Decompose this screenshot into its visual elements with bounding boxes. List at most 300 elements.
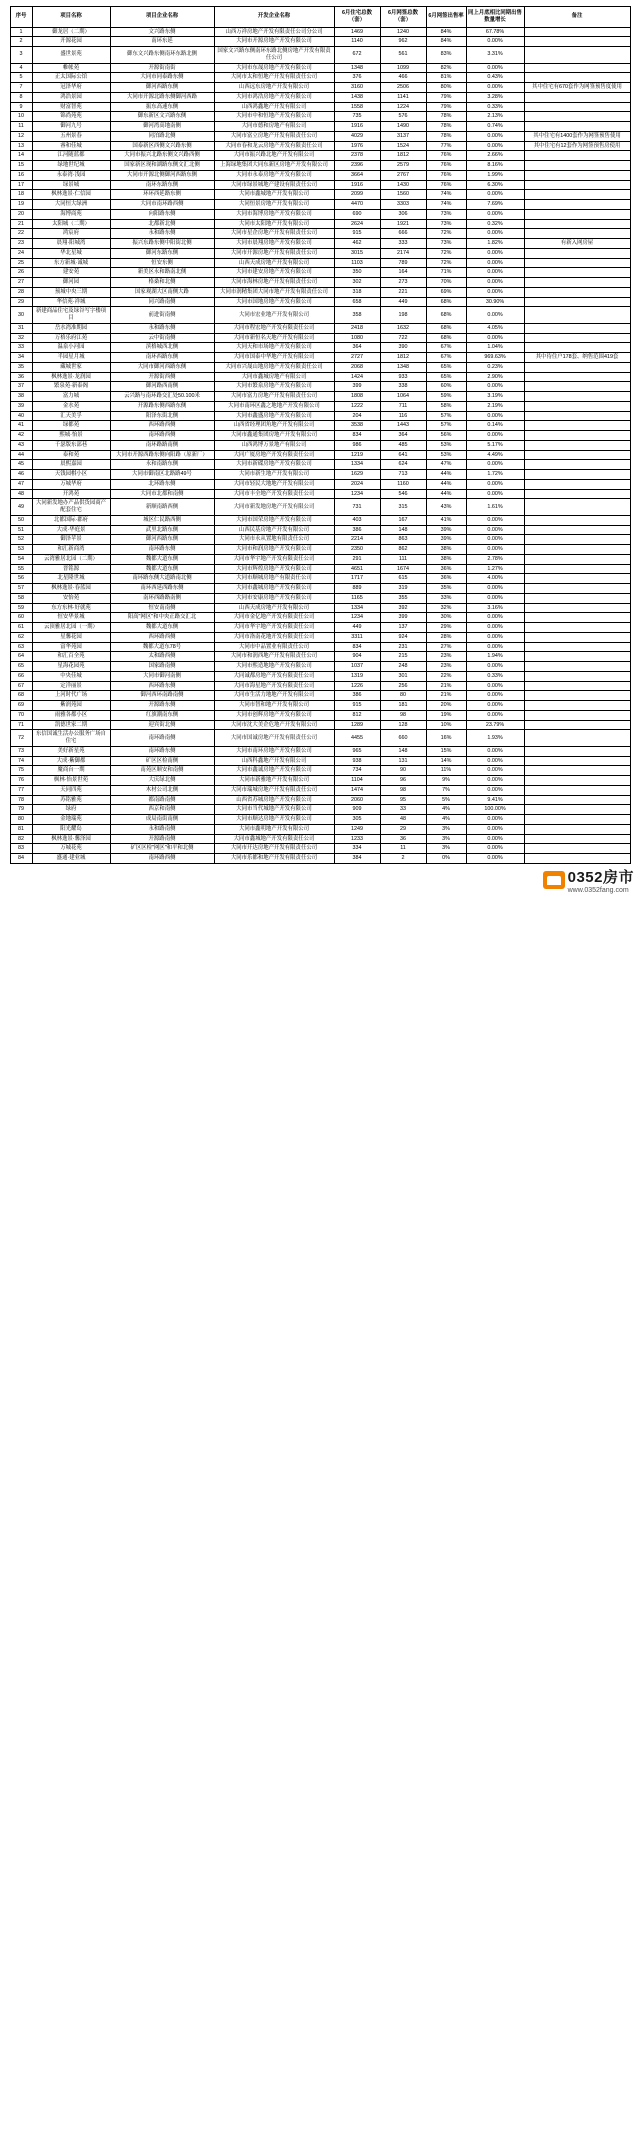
cell-index: 52: [10, 535, 32, 545]
cell-sales-rate: 41%: [426, 515, 466, 525]
cell-project-name: 上河时代广场: [32, 691, 110, 701]
cell-developer: 大同市南环区鑫之地地产开发有限公司: [214, 401, 334, 411]
cell-developer: 山西省经理团角地产开发有限公司: [214, 421, 334, 431]
header-project-location: 项目企业名称: [110, 7, 214, 28]
cell-project-location: 迎宾街北侧: [110, 720, 214, 730]
cell-signed-units: 962: [380, 37, 426, 47]
cell-project-location: 南环路南侧: [110, 730, 214, 747]
cell-index: 75: [10, 766, 32, 776]
cell-total-units: 3664: [334, 170, 380, 180]
cell-developer: 大同市新碟房地产开发有限公司: [214, 460, 334, 470]
cell-project-location: 永和南路东侧: [110, 460, 214, 470]
cell-developer: 大同市当代城地产开发有限公司: [214, 805, 334, 815]
table-row: [10, 372, 630, 382]
table-row: [10, 766, 630, 776]
cell-signed-units: 924: [380, 632, 426, 642]
cell-project-name: 御泽苹景: [32, 535, 110, 545]
cell-project-location: 永和路东侧: [110, 229, 214, 239]
cell-total-units: 4470: [334, 200, 380, 210]
table-row: [10, 824, 630, 834]
cell-remarks: [524, 584, 630, 594]
cell-index: 71: [10, 720, 32, 730]
cell-developer: 大同市和润房地产开发有限公司: [214, 545, 334, 555]
cell-growth: 0.00%: [466, 131, 524, 141]
table-row: [10, 515, 630, 525]
cell-project-location: 阳泽东街北侧: [110, 411, 214, 421]
table-row: [10, 756, 630, 766]
cell-project-name: 富力城: [32, 392, 110, 402]
cell-remarks: [524, 701, 630, 711]
table-row: [10, 776, 630, 786]
table-row: [10, 209, 630, 219]
cell-project-location: 南环路东侧大道路南北侧: [110, 574, 214, 584]
cell-project-name: 绿都苑: [32, 421, 110, 431]
cell-developer: 国家文兴路东侧南环东路北侧房地产开发有限责任公司: [214, 47, 334, 64]
cell-project-location: 北都新北侧: [110, 219, 214, 229]
cell-sales-rate: 23%: [426, 652, 466, 662]
cell-sales-rate: 36%: [426, 574, 466, 584]
cell-growth: 3.31%: [466, 47, 524, 64]
cell-project-location: 开源路南侧: [110, 834, 214, 844]
cell-sales-rate: 44%: [426, 489, 466, 499]
cell-project-location: 振东高速东侧: [110, 102, 214, 112]
cell-sales-rate: 72%: [426, 258, 466, 268]
cell-remarks: [524, 593, 630, 603]
cell-project-location: 同泊路北侧: [110, 131, 214, 141]
cell-signed-units: 3303: [380, 200, 426, 210]
table-row: [10, 652, 630, 662]
cell-total-units: 1916: [334, 180, 380, 190]
cell-developer: 山西天成房地产开发有限公司: [214, 258, 334, 268]
cell-sales-rate: 32%: [426, 603, 466, 613]
cell-remarks: [524, 219, 630, 229]
cell-remarks: 其中住宅有670套作为网签预售度使用: [524, 83, 630, 93]
cell-total-units: 986: [334, 440, 380, 450]
cell-index: 38: [10, 392, 32, 402]
cell-index: 66: [10, 671, 32, 681]
cell-project-name: 恒安华景城: [32, 613, 110, 623]
cell-developer: 大同市洛南花地开发有限责任公司: [214, 632, 334, 642]
cell-signed-units: 789: [380, 258, 426, 268]
cell-total-units: 2099: [334, 190, 380, 200]
cell-growth: 0.00%: [466, 854, 524, 864]
cell-growth: 100.00%: [466, 805, 524, 815]
cell-total-units: 305: [334, 815, 380, 825]
cell-remarks: [524, 766, 630, 776]
cell-remarks: [524, 632, 630, 642]
cell-total-units: 334: [334, 844, 380, 854]
cell-growth: 0.00%: [466, 268, 524, 278]
table-row: [10, 63, 630, 73]
cell-signed-units: 33: [380, 805, 426, 815]
cell-developer: 大同广厦房地产开发有限责任公司: [214, 450, 334, 460]
cell-growth: 0.00%: [466, 229, 524, 239]
cell-index: 55: [10, 564, 32, 574]
cell-total-units: 834: [334, 642, 380, 652]
cell-project-location: 恒安东侧: [110, 258, 214, 268]
cell-project-name: 正太国际公馆: [32, 73, 110, 83]
cell-developer: 大同市鑫城地产开发有限公司: [214, 190, 334, 200]
cell-developer: 大同市国荣房地产开发有限公司: [214, 515, 334, 525]
cell-project-name: 绿地世纪城: [32, 161, 110, 171]
cell-total-units: 1234: [334, 489, 380, 499]
cell-index: 76: [10, 776, 32, 786]
table-row: [10, 343, 630, 353]
cell-growth: 0.00%: [466, 248, 524, 258]
cell-index: 44: [10, 450, 32, 460]
cell-total-units: 4029: [334, 131, 380, 141]
cell-index: 57: [10, 584, 32, 594]
cell-index: 77: [10, 785, 32, 795]
watermark-url: www.0352fang.com: [567, 886, 629, 894]
cell-sales-rate: 60%: [426, 382, 466, 392]
cell-index: 70: [10, 710, 32, 720]
header-total-units: 6月住宅总数（套）: [334, 7, 380, 28]
cell-remarks: [524, 278, 630, 288]
cell-project-location: 御河西路东侧: [110, 83, 214, 93]
cell-project-location: 文兴路东侧: [110, 27, 214, 37]
table-row: [10, 287, 630, 297]
cell-signed-units: 1921: [380, 219, 426, 229]
cell-total-units: 1916: [334, 122, 380, 132]
cell-index: 80: [10, 815, 32, 825]
cell-developer: 山西民基房地产开发有限公司: [214, 525, 334, 535]
cell-project-name: 冠泽华府: [32, 83, 110, 93]
cell-total-units: 690: [334, 209, 380, 219]
table-row: [10, 642, 630, 652]
cell-project-location: 向阳路东侧: [110, 209, 214, 219]
cell-signed-units: 1524: [380, 141, 426, 151]
cell-project-location: 城区仁民路西侧: [110, 515, 214, 525]
cell-developer: 大同市春和龙云房地产开发有限责任公司: [214, 141, 334, 151]
cell-developer: 大同市轻民大地地产开发有限公司: [214, 479, 334, 489]
cell-remarks: [524, 268, 630, 278]
cell-index: 34: [10, 353, 32, 363]
cell-total-units: 1334: [334, 460, 380, 470]
cell-index: 64: [10, 652, 32, 662]
cell-remarks: [524, 815, 630, 825]
cell-remarks: [524, 248, 630, 258]
cell-signed-units: 2579: [380, 161, 426, 171]
cell-signed-units: 338: [380, 382, 426, 392]
cell-project-location: 西环路西侧: [110, 421, 214, 431]
cell-total-units: 1080: [334, 333, 380, 343]
cell-signed-units: 1674: [380, 564, 426, 574]
cell-developer: 大同市顺城房地产有限责任公司: [214, 574, 334, 584]
cell-sales-rate: 38%: [426, 554, 466, 564]
cell-remarks: [524, 372, 630, 382]
table-row: [10, 844, 630, 854]
cell-project-name: 大同新发地办产品供货园商产配套住宅: [32, 499, 110, 516]
cell-signed-units: 1812: [380, 353, 426, 363]
cell-developer: 大同市兴晟山地房地产开发有限责任公司: [214, 362, 334, 372]
cell-index: 58: [10, 593, 32, 603]
cell-growth: 0.00%: [466, 623, 524, 633]
cell-total-units: 938: [334, 756, 380, 766]
cell-total-units: 1103: [334, 258, 380, 268]
cell-developer: 大同市国地房地产开发有限公司: [214, 297, 334, 307]
cell-remarks: [524, 691, 630, 701]
cell-project-location: 大同市御南区北路路49号: [110, 470, 214, 480]
cell-developer: 大同市中和恒地产开发有限公司: [214, 112, 334, 122]
cell-project-name: 紫润苑园: [32, 701, 110, 711]
cell-signed-units: 546: [380, 489, 426, 499]
cell-signed-units: 319: [380, 584, 426, 594]
cell-project-location: 南环路路南侧: [110, 440, 214, 450]
cell-developer: 大同市鸿浩房地产开发有限公司: [214, 92, 334, 102]
cell-index: 42: [10, 431, 32, 441]
cell-developer: 大同市南环房地产开发有限公司: [214, 746, 334, 756]
cell-developer: 大同市太阳地产开发有限公司: [214, 219, 334, 229]
cell-signed-units: 624: [380, 460, 426, 470]
cell-remarks: 其中住宅有1400套作为网签预售使用: [524, 131, 630, 141]
cell-signed-units: 863: [380, 535, 426, 545]
cell-signed-units: 449: [380, 297, 426, 307]
table-row: [10, 431, 630, 441]
cell-project-location: 大庆绿北侧: [110, 776, 214, 786]
cell-signed-units: 306: [380, 209, 426, 219]
table-row: [10, 632, 630, 642]
table-body: [10, 27, 630, 863]
table-row: [10, 278, 630, 288]
cell-sales-rate: 79%: [426, 102, 466, 112]
cell-sales-rate: 84%: [426, 37, 466, 47]
table-row: [10, 671, 630, 681]
cell-index: 12: [10, 131, 32, 141]
table-row: [10, 170, 630, 180]
cell-sales-rate: 74%: [426, 190, 466, 200]
table-row: [10, 83, 630, 93]
table-row: [10, 545, 630, 555]
cell-developer: 大同市华宇地产开发有限责任公司: [214, 623, 334, 633]
cell-total-units: 658: [334, 297, 380, 307]
cell-project-name: 财富智苑: [32, 102, 110, 112]
cell-sales-rate: 53%: [426, 440, 466, 450]
cell-index: 79: [10, 805, 32, 815]
cell-growth: 0.00%: [466, 824, 524, 834]
cell-signed-units: 561: [380, 47, 426, 64]
cell-project-name: 云顶雅居北园（一期）: [32, 623, 110, 633]
cell-growth: 0.14%: [466, 421, 524, 431]
cell-remarks: [524, 431, 630, 441]
cell-project-location: 南环路西侧: [110, 431, 214, 441]
cell-project-name: 盛世景苑: [32, 47, 110, 64]
cell-project-name: 晋铭源: [32, 564, 110, 574]
table-row: [10, 307, 630, 324]
header-project-name: 项目名称: [32, 7, 110, 28]
cell-growth: 969.63%: [466, 353, 524, 363]
cell-growth: 0.33%: [466, 671, 524, 681]
header-signed-units: 6月网签总数（套）: [380, 7, 426, 28]
cell-index: 59: [10, 603, 32, 613]
cell-sales-rate: 19%: [426, 710, 466, 720]
cell-growth: 8.16%: [466, 161, 524, 171]
cell-signed-units: 660: [380, 730, 426, 747]
cell-index: 9: [10, 102, 32, 112]
cell-total-units: 302: [334, 278, 380, 288]
cell-growth: 0.00%: [466, 479, 524, 489]
cell-developer: 大同市建安房地产开发有限公司: [214, 268, 334, 278]
cell-remarks: [524, 102, 630, 112]
cell-project-name: 五州景春: [32, 131, 110, 141]
cell-signed-units: 2767: [380, 170, 426, 180]
cell-sales-rate: 73%: [426, 209, 466, 219]
table-row: [10, 73, 630, 83]
cell-signed-units: 399: [380, 613, 426, 623]
cell-developer: 大同市鑫城房地产有限公司: [214, 372, 334, 382]
cell-sales-rate: 78%: [426, 131, 466, 141]
cell-project-location: 大同市御河西路东侧: [110, 362, 214, 372]
cell-total-units: 734: [334, 766, 380, 776]
cell-project-location: 南环东路东侧: [110, 180, 214, 190]
cell-sales-rate: 47%: [426, 460, 466, 470]
table-row: [10, 720, 630, 730]
cell-developer: 大同市晨翔房地产开发有限公司: [214, 239, 334, 249]
cell-remarks: [524, 190, 630, 200]
cell-index: 11: [10, 122, 32, 132]
cell-sales-rate: 70%: [426, 278, 466, 288]
table-row: [10, 190, 630, 200]
cell-project-location: 御河西环南路南侧: [110, 691, 214, 701]
cell-total-units: 4455: [334, 730, 380, 747]
cell-project-location: 魏都大道东侧: [110, 564, 214, 574]
cell-index: 37: [10, 382, 32, 392]
cell-total-units: 3311: [334, 632, 380, 642]
cell-index: 48: [10, 489, 32, 499]
cell-signed-units: 722: [380, 333, 426, 343]
cell-project-name: 温泉小河园: [32, 343, 110, 353]
cell-growth: 0.32%: [466, 219, 524, 229]
cell-project-name: 半园星月城: [32, 353, 110, 363]
cell-signed-units: 80: [380, 691, 426, 701]
cell-total-units: 1808: [334, 392, 380, 402]
cell-index: 1: [10, 27, 32, 37]
cell-project-name: 枫林逸景·春蓝园: [32, 584, 110, 594]
cell-project-location: 南环东延: [110, 37, 214, 47]
cell-developer: 大同市鑫诚房地产开发有限公司: [214, 766, 334, 776]
cell-project-location: 魏都大道东侧: [110, 554, 214, 564]
table-row: [10, 258, 630, 268]
cell-developer: 大同市绿景城地产建设有限责任公司: [214, 180, 334, 190]
cell-project-name: 晨熙嘉园: [32, 460, 110, 470]
cell-developer: 大同市新雅地产开发有限公司: [214, 776, 334, 786]
cell-signed-units: 1430: [380, 180, 426, 190]
cell-signed-units: 615: [380, 574, 426, 584]
cell-growth: 0.00%: [466, 333, 524, 343]
cell-remarks: [524, 200, 630, 210]
table-row: [10, 681, 630, 691]
cell-sales-rate: 58%: [426, 401, 466, 411]
cell-signed-units: 98: [380, 710, 426, 720]
cell-project-location: 成局南街南侧: [110, 815, 214, 825]
cell-signed-units: 95: [380, 795, 426, 805]
cell-index: 25: [10, 258, 32, 268]
cell-project-name: 枫林逸景·馨泽园: [32, 834, 110, 844]
cell-project-name: 御河九号: [32, 122, 110, 132]
cell-project-location: 魏都大道东侧: [110, 623, 214, 633]
cell-total-units: 965: [334, 746, 380, 756]
cell-remarks: [524, 499, 630, 516]
cell-growth: 3.19%: [466, 392, 524, 402]
cell-sales-rate: 28%: [426, 632, 466, 642]
cell-developer: 大同市生活力地地产开发有限公司: [214, 691, 334, 701]
cell-project-location: 大同市南环路西侧: [110, 200, 214, 210]
cell-remarks: [524, 392, 630, 402]
table-row: [10, 854, 630, 864]
cell-signed-units: 36: [380, 834, 426, 844]
cell-growth: 0.00%: [466, 545, 524, 555]
cell-developer: 大同市鑫城地产开发有限责任公司: [214, 834, 334, 844]
cell-growth: 1.72%: [466, 470, 524, 480]
cell-remarks: [524, 489, 630, 499]
cell-sales-rate: 11%: [426, 766, 466, 776]
cell-growth: 0.00%: [466, 756, 524, 766]
cell-index: 40: [10, 411, 32, 421]
cell-growth: 0.00%: [466, 382, 524, 392]
cell-signed-units: 355: [380, 593, 426, 603]
cell-signed-units: 1224: [380, 102, 426, 112]
cell-growth: 0.00%: [466, 710, 524, 720]
cell-total-units: 2214: [334, 535, 380, 545]
cell-growth: 0.00%: [466, 584, 524, 594]
cell-total-units: 915: [334, 701, 380, 711]
cell-sales-rate: 68%: [426, 307, 466, 324]
cell-signed-units: 116: [380, 411, 426, 421]
cell-project-location: 魏都大道东78号: [110, 642, 214, 652]
cell-project-location: 南环路东侧: [110, 746, 214, 756]
cell-project-name: 御龙居（二期）: [32, 27, 110, 37]
cell-signed-units: 181: [380, 701, 426, 711]
cell-signed-units: 862: [380, 545, 426, 555]
cell-sales-rate: 30%: [426, 613, 466, 623]
cell-sales-rate: 65%: [426, 362, 466, 372]
cell-project-name: 建安苑: [32, 268, 110, 278]
cell-total-units: 2396: [334, 161, 380, 171]
table-row: [10, 421, 630, 431]
cell-total-units: 1717: [334, 574, 380, 584]
cell-project-name: 汇天美孚: [32, 411, 110, 421]
report-sheet: [0, 6, 640, 898]
cell-project-name: 枫林逸景·仁信园: [32, 190, 110, 200]
watermark-text: 0352房市: [567, 868, 634, 886]
cell-remarks: [524, 47, 630, 64]
cell-project-name: 东方新城·诚城: [32, 258, 110, 268]
cell-signed-units: 1099: [380, 63, 426, 73]
cell-remarks: [524, 37, 630, 47]
cell-project-name: 鸿浩景园: [32, 92, 110, 102]
cell-developer: 大同市中品置业有限责任公司: [214, 642, 334, 652]
cell-total-units: 915: [334, 229, 380, 239]
cell-project-name: 苏铭雅苑: [32, 795, 110, 805]
cell-total-units: 449: [334, 623, 380, 633]
cell-signed-units: 256: [380, 681, 426, 691]
cell-sales-rate: 29%: [426, 623, 466, 633]
cell-project-name: 大成·紫御都: [32, 756, 110, 766]
cell-remarks: 其中待住户178套、纳售范围419套: [524, 353, 630, 363]
cell-growth: 1.93%: [466, 730, 524, 747]
cell-sales-rate: 14%: [426, 756, 466, 766]
cell-project-name: 大成·华庭景: [32, 525, 110, 535]
cell-growth: 0.00%: [466, 662, 524, 672]
cell-sales-rate: 84%: [426, 27, 466, 37]
header-index: 序号: [10, 7, 32, 28]
table-row: [10, 268, 630, 278]
cell-total-units: 1438: [334, 92, 380, 102]
cell-remarks: [524, 287, 630, 297]
cell-remarks: [524, 401, 630, 411]
cell-remarks: [524, 671, 630, 681]
cell-index: 28: [10, 287, 32, 297]
